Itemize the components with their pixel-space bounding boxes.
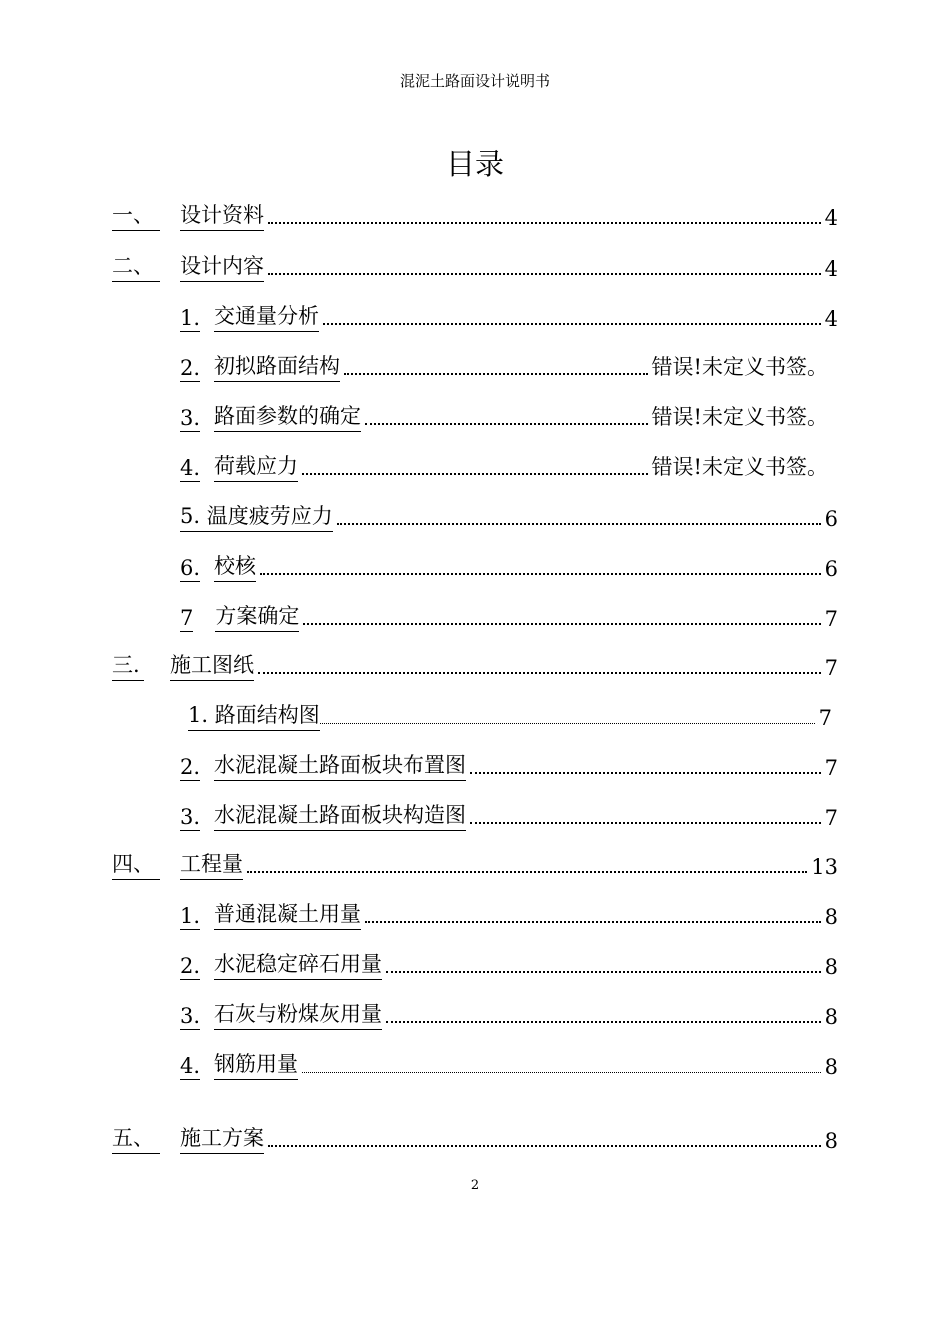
toc-leader xyxy=(268,1145,821,1147)
toc-leader xyxy=(302,473,648,475)
toc-number: 1. xyxy=(188,703,209,727)
toc-label: 校核 xyxy=(214,550,256,582)
toc-entry[interactable] xyxy=(112,850,838,880)
toc-page: 7 xyxy=(824,607,838,631)
toc-entry[interactable] xyxy=(180,552,838,582)
toc-number: 7 xyxy=(180,606,194,630)
toc-number: 五、 xyxy=(112,1122,160,1154)
toc-page: 13 xyxy=(811,855,838,879)
toc-label: 设计内容 xyxy=(180,250,264,282)
toc-leader xyxy=(470,822,821,824)
toc-entry[interactable] xyxy=(112,1124,838,1154)
toc-label: 施工图纸 xyxy=(170,649,254,681)
toc-label: 荷载应力 xyxy=(214,450,298,482)
toc-label: 方案确定 xyxy=(215,600,299,632)
toc-number: 6. xyxy=(180,556,201,580)
toc-leader xyxy=(386,971,821,973)
toc-page: 8 xyxy=(824,1129,838,1153)
toc-leader xyxy=(247,871,807,873)
toc-entry[interactable] xyxy=(180,1000,838,1030)
toc-label: 水泥混凝土路面板块布置图 xyxy=(214,749,466,781)
toc-title: 目录 xyxy=(445,147,504,181)
toc-label: 水泥混凝土路面板块构造图 xyxy=(214,799,466,831)
toc-leader xyxy=(470,772,821,774)
toc-label: 路面参数的确定 xyxy=(214,400,361,432)
toc-entry[interactable] xyxy=(180,452,828,482)
toc-number: 3. xyxy=(180,1004,201,1028)
toc-leader xyxy=(302,1072,821,1073)
toc-leader xyxy=(337,523,821,525)
toc-number: 3. xyxy=(180,805,201,829)
toc-leader xyxy=(320,723,815,724)
toc-label: 石灰与粉煤灰用量 xyxy=(214,998,382,1030)
toc-page: 错误!未定义书签。 xyxy=(651,455,828,479)
page-header: 混泥土路面设计说明书 xyxy=(399,72,550,90)
toc-page: 错误!未定义书签。 xyxy=(651,405,828,429)
toc-number: 二、 xyxy=(112,250,160,282)
page-number: 2 xyxy=(470,1178,480,1193)
toc-number: 1. xyxy=(180,904,201,928)
toc-entry[interactable] xyxy=(180,900,838,930)
toc-entry[interactable] xyxy=(180,352,828,382)
toc-number: 5. xyxy=(180,504,201,528)
toc-number: 4. xyxy=(180,456,201,480)
toc-number: 3. xyxy=(180,406,201,430)
toc-entry[interactable] xyxy=(112,651,838,681)
toc-page: 7 xyxy=(818,706,832,730)
toc-entry[interactable] xyxy=(188,701,832,731)
toc-entry[interactable] xyxy=(180,602,838,632)
toc-label: 普通混凝土用量 xyxy=(214,898,361,930)
toc-leader xyxy=(323,323,821,325)
toc-entry[interactable] xyxy=(180,751,838,781)
toc-label xyxy=(180,500,333,532)
toc-page: 7 xyxy=(824,806,838,830)
toc-page: 8 xyxy=(824,905,838,929)
toc-label-text: 温度疲劳应力 xyxy=(206,504,333,528)
toc-leader xyxy=(268,273,821,275)
toc-number: 1. xyxy=(180,306,201,330)
toc-number: 4. xyxy=(180,1054,201,1078)
toc-leader xyxy=(365,921,821,923)
toc-number: 2. xyxy=(180,356,201,380)
toc-leader xyxy=(258,672,821,674)
toc-page: 8 xyxy=(824,1055,838,1079)
toc-label: 设计资料 xyxy=(180,199,264,231)
toc-page: 8 xyxy=(824,955,838,979)
toc-leader xyxy=(365,423,648,425)
toc-page: 4 xyxy=(824,307,838,331)
toc-entry[interactable] xyxy=(180,302,838,332)
toc-leader xyxy=(344,373,648,375)
toc-page: 4 xyxy=(824,257,838,281)
toc-entry[interactable] xyxy=(180,1050,838,1080)
toc-label-text: 路面结构图 xyxy=(214,703,320,727)
toc-label xyxy=(188,699,320,731)
toc-number: 四、 xyxy=(112,848,160,880)
toc-page: 7 xyxy=(824,656,838,680)
toc-entry[interactable] xyxy=(112,252,838,282)
toc-entry[interactable] xyxy=(180,502,838,532)
toc-label: 工程量 xyxy=(180,848,243,880)
toc-page: 4 xyxy=(824,206,838,230)
toc-label: 水泥稳定碎石用量 xyxy=(214,948,382,980)
toc-page: 错误!未定义书签。 xyxy=(651,355,828,379)
toc-number: 2. xyxy=(180,954,201,978)
toc-leader xyxy=(268,222,821,224)
toc-number: 一、 xyxy=(112,199,160,231)
toc-leader xyxy=(303,623,820,625)
toc-page: 7 xyxy=(824,756,838,780)
toc-label: 钢筋用量 xyxy=(214,1048,298,1080)
toc-page: 6 xyxy=(824,557,838,581)
toc-label: 交通量分析 xyxy=(214,300,319,332)
toc-leader xyxy=(386,1021,821,1023)
toc-label: 初拟路面结构 xyxy=(214,350,340,382)
toc-label: 施工方案 xyxy=(180,1122,264,1154)
toc-number: 三. xyxy=(112,649,144,681)
toc-leader xyxy=(260,573,821,575)
toc-page: 8 xyxy=(824,1005,838,1029)
toc-entry[interactable] xyxy=(180,950,838,980)
toc-page: 6 xyxy=(824,507,838,531)
toc-entry[interactable] xyxy=(112,201,838,231)
toc-entry[interactable] xyxy=(180,402,828,432)
toc-entry[interactable] xyxy=(180,801,838,831)
toc-number: 2. xyxy=(180,755,201,779)
